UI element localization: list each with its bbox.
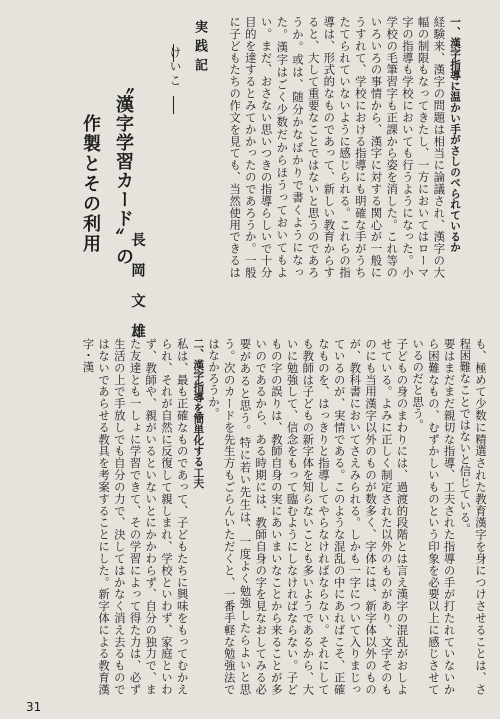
author-name: 長岡文雄 [129, 232, 145, 354]
article-title-line-1: 〝漢字学習カード〟の [113, 76, 134, 266]
section-2-paragraph-2: 子どもの身のまわりには、過渡的段階とは言え漢字の混乱がおしよせている。よみに正しく制定された以外のものがあり、文字そのものにも当用漢字以外のものが数多く、字体には、新字体以外のものが、教科書においてさえみられる。しかも一字について入りまじっているのが、実情である。このような混乱の中にあればこそ、正確なものを、はっきりと指導してやらなければならない。それにしても教師は子どもの新字体を知らないことも多いようであるから、大いに勉強して、信念をもって臨むようにしなければならない。子どもの字の誤りは、教師自身の実にあいまいなことから来ることが多いのであるから、ある時期には、教師自身の字を見なおしてみる必要があると思う。特に若い先生は、一度よく勉強したらよいと思う。次のカードを先生方もごらんいただくと、一番手軽な勉強法ではなかろうか。 [207, 338, 410, 695]
section-3-heading: 二、漢字指導を簡単化する工夫 [192, 338, 205, 489]
section-1-body: 経験来、漢字の問題は相当に論議され、漢字の大幅の制限もなってきたし、一方においてはローマ字の指導も学校においても行うようになった。小学校の毛筆習字も正課から姿を消した。これ等のいろいろの事情から、漢字に対する関心が一般にうすれて、学校における指導にも明確な手がうちたてられていないように感じられる。これらの指導は、形式的なものであって、新しい教育からすると、大して重要なことではないと思うのであろうか。或は、随分かなばかりで書くようになった。漢字はごく少数だからほうっておいてもよい。まだ、おさない思いつきの指導らしいで十分目的を達するとみてかかったのであろうか。一般に子どもたちの作文を見ても、当然使用できるは [228, 16, 447, 278]
lower-body-column [12, 338, 488, 695]
subkicker-label: けいこ [168, 46, 182, 88]
article-title-line-2: 作製とその利用 [80, 114, 101, 254]
kicker-label: 実践記 [192, 20, 207, 77]
section-1-heading: 一、漢字指導に温かい手がさしのべられているか [449, 16, 461, 253]
section-2-paragraph-1: 要はまだまだ親切な指導、工夫された指導の手が打たれていないから困難なもの、むずかしいものという印象を必要以上に感じさせているのだと思う。 [411, 338, 457, 695]
kicker-dash-bottom [173, 96, 174, 114]
section-2-lead: も、極めて少数に精選された教育漢字を身につけさせることは、さ程困難なことではないと信じている。 [458, 338, 488, 695]
section-1-column [226, 16, 462, 278]
page-number: 31 [26, 700, 42, 714]
section-3-paragraph-1: 私は、最も正確なものであって、子どもたちに興味をもってむかえられ、それが自然に反復して親しまれ、学校といわず、家庭といわず、教師や、親がいるといないとにかかわらず、自分の独力で、また友達とも一しょに学習できて、その学習によって得た力は、必ず生活の上で手放しでも自分の力で、決してはかなく消え去るものではないであらせる教具を考案することにした。新字体による教育漢字・漢 [81, 338, 190, 695]
